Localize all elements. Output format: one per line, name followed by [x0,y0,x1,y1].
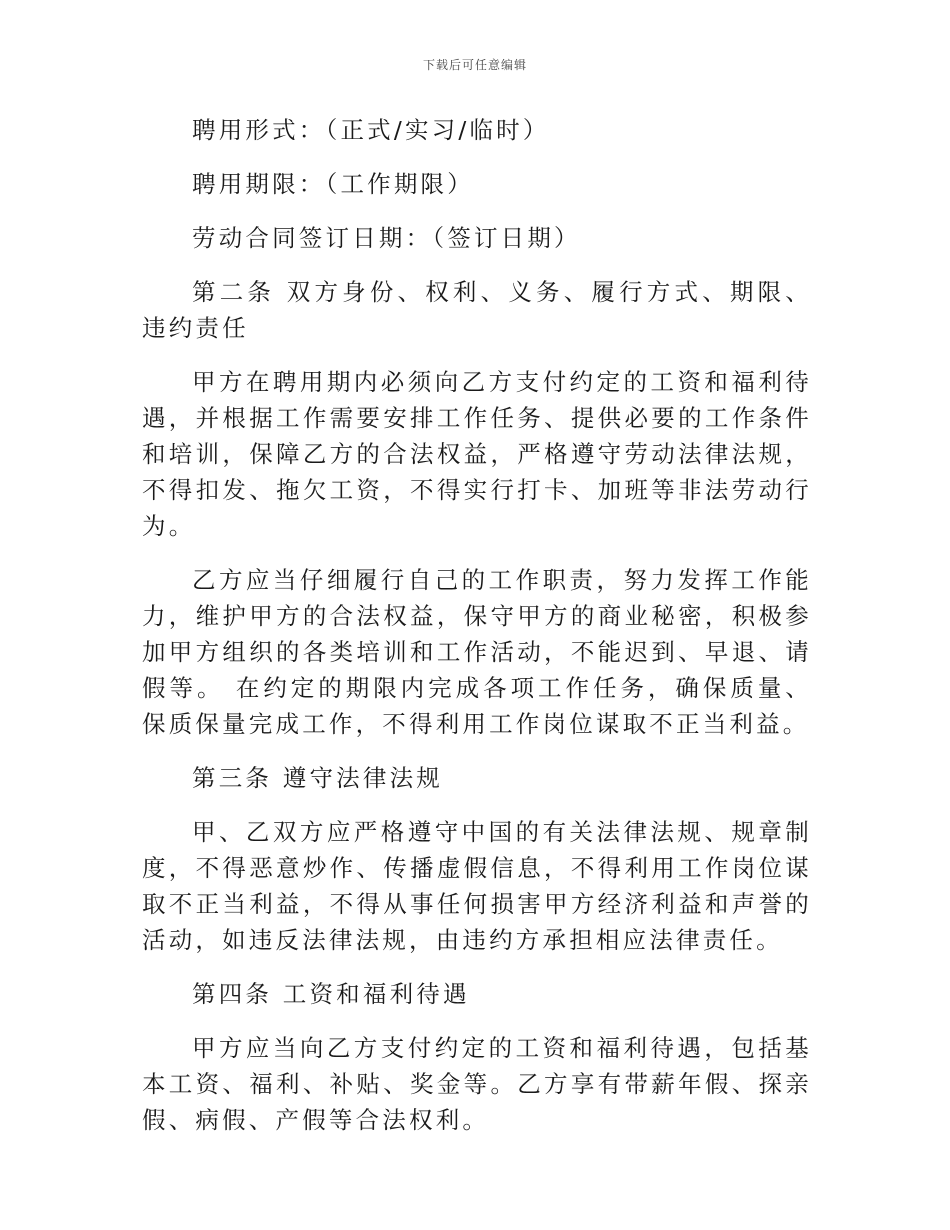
article-4-paragraph: 甲方应当向乙方支付约定的工资和福利待遇，包括基本工资、福利、补贴、奖金等。乙方享有带薪年假、探亲假、病假、产假等合法权利。 [142,1034,812,1134]
article-3-paragraph: 甲、乙双方应严格遵守中国的有关法律法规、规章制度，不得恶意炒作、传播虚假信息，不得利用工作岗位谋取不正当利益，不得从事任何损害甲方经济利益和声誉的活动，如违反法律法规，由违约方承担相应法律责任。 [142,818,812,954]
article-2-party-a-paragraph: 甲方在聘用期内必须向乙方支付约定的工资和福利待遇，并根据工作需要安排工作任务、提供必要的工作条件和培训，保障乙方的合法权益，严格遵守劳动法律法规，不得扣发、拖欠工资，不得实行打卡、加班等非法劳动行为。 [142,368,812,540]
page-header-note: 下载后可任意编辑 [422,58,527,72]
article-2-heading: 第二条 双方身份、权利、义务、履行方式、期限、违约责任 [142,278,812,342]
article-4-heading: 第四条 工资和福利待遇 [192,980,470,1008]
contract-date-line: 劳动合同签订日期：（签订日期） [192,224,581,252]
article-3-heading: 第三条 遵守法律法规 [192,764,443,792]
document-body [142,112,812,1156]
article-2-party-b-paragraph: 乙方应当仔细履行自己的工作职责，努力发挥工作能力，维护甲方的合法权益，保守甲方的商业秘密，积极参加甲方组织的各类培训和工作活动，不能迟到、早退、请假等。 在约定的期限内完成各项工作任务，确保质量、保质保量完成工作，不得利用工作岗位谋取不正当利益。 [142,566,812,738]
employment-term-line: 聘用期限：（工作期限） [192,170,474,198]
employment-form-line: 聘用形式：（正式/实习/临时） [192,116,550,144]
